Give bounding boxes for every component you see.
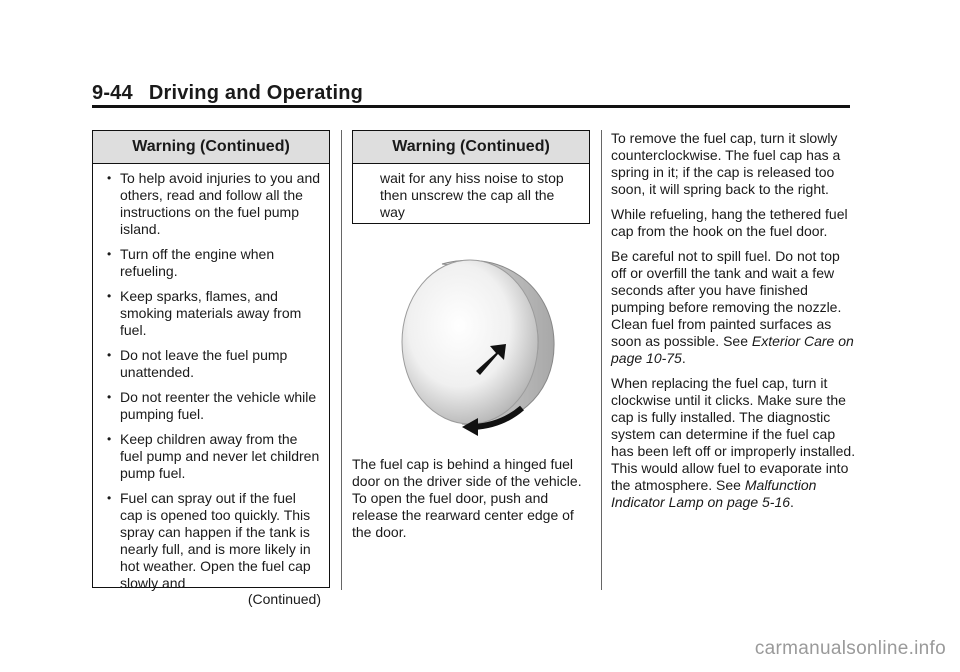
page-number: 9-44 (92, 82, 133, 104)
paragraph-tethered-cap: While refueling, hang the tethered fuel cap from the hook on the fuel door. (611, 206, 848, 239)
warning-title: Warning (Continued) (93, 131, 329, 164)
warning-box-middle (352, 130, 590, 224)
column-divider-left (341, 130, 342, 590)
warning-body (353, 164, 589, 225)
warning-box-left (92, 130, 330, 607)
section-title: Driving and Operating (148, 82, 364, 104)
bullet-icon: • (107, 491, 112, 505)
fuel-cap-illustration (392, 246, 582, 446)
warning-bullet: • Keep children away from the fuel pump and never let children pump fuel. (107, 431, 320, 481)
bullet-icon: • (107, 289, 112, 303)
caption-paragraph: The fuel cap is behind a hinged fuel door on the driver side of the vehicle. To open the fuel door, push and release the rearward center edge of the door. (352, 456, 582, 540)
watermark: carmanualsonline.info (754, 638, 946, 659)
continued-label: (Continued) (247, 591, 321, 607)
header-rule (92, 105, 850, 108)
right-column-text (611, 130, 856, 519)
paragraph-remove-cap: To remove the fuel cap, turn it slowly counterclockwise. The fuel cap has a spring in it; if the cap is released too soon, it will spring back to the right. (611, 130, 841, 197)
warning-bullet: • Fuel can spray out if the fuel cap is opened too quickly. This spray can happen if the tank is nearly full, and is more likely in hot weather. Open the fuel cap slowly and (107, 490, 311, 591)
warning-text: wait for any hiss noise to stop then unscrew the cap all the way (380, 170, 564, 220)
warning-bullet: • Keep sparks, flames, and smoking materials away from fuel. (107, 288, 302, 338)
bullet-icon: • (107, 390, 112, 404)
bullet-icon: • (107, 171, 112, 185)
warning-bullet: • To help avoid injuries to you and others, read and follow all the instructions on the fuel pump island. (107, 170, 321, 237)
warning-bullet-list (105, 170, 321, 592)
page-header (92, 82, 363, 105)
warning-bullet: • Do not leave the fuel pump unattended. (107, 347, 288, 380)
bullet-icon: • (107, 348, 112, 362)
warning-title: Warning (Continued) (353, 131, 589, 164)
paragraph-replace-cap: When replacing the fuel cap, turn it clockwise until it clicks. Make sure the cap is fully installed. The diagnostic system can determine if the fuel cap has been left off or improperly installed. This would allow fuel to evaporate into the atmosphere. See Malfunction Indicator Lamp on page 5-16. (611, 375, 856, 510)
column-divider-right (601, 130, 602, 590)
warning-bullet: • Turn off the engine when refueling. (107, 246, 275, 279)
fuel-door-caption (352, 456, 597, 549)
warning-bullet: • Do not reenter the vehicle while pumping fuel. (107, 389, 317, 422)
exterior-care-link[interactable]: Exterior Care on page 10-75 (611, 333, 854, 366)
paragraph-spill-warning: Be careful not to spill fuel. Do not top off or overfill the tank and wait a few seconds after you have finished pumping before removing the nozzle. Clean fuel from painted surfaces as soon as possible. See Exterior Care on page 10-75. (611, 248, 854, 366)
malfunction-lamp-link[interactable]: Malfunction Indicator Lamp on page 5-16 (611, 477, 817, 510)
warning-body (93, 164, 329, 612)
bullet-icon: • (107, 432, 112, 446)
bullet-icon: • (107, 247, 112, 261)
